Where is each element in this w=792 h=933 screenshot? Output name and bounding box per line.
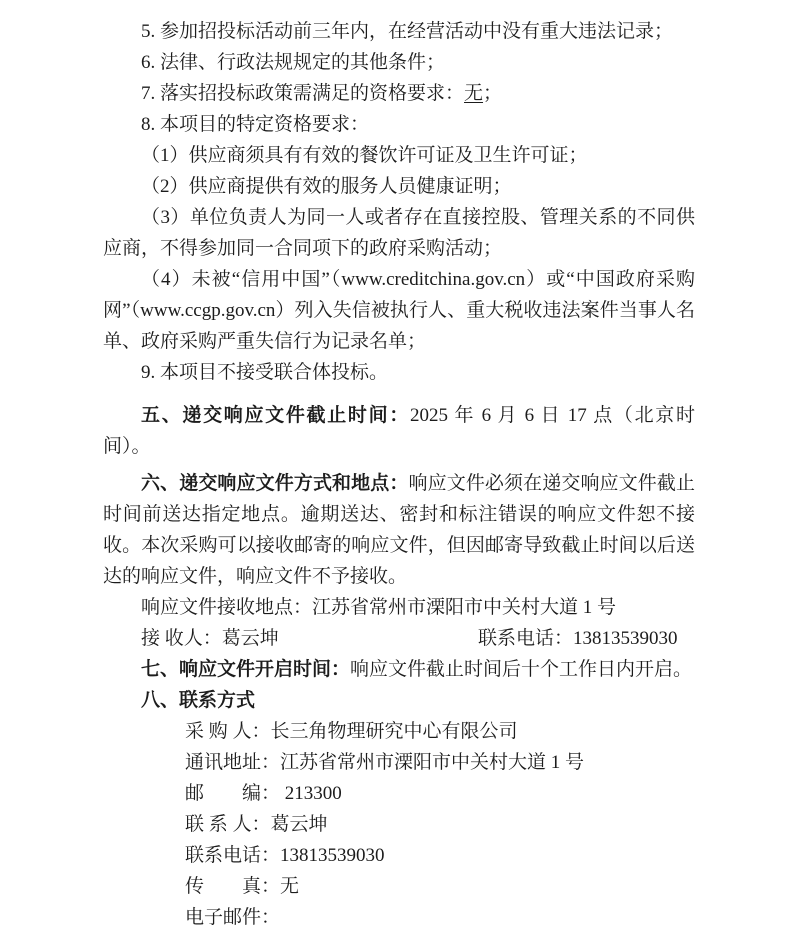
qualification-item-7-underlined-value: 无 (464, 83, 484, 104)
qualification-subitem-1: （1）供应商须具有有效的餐饮许可证及卫生许可证； (141, 145, 588, 166)
qualification-item-7 (103, 78, 695, 109)
receiver-phone: 联系电话：13813539030 (478, 628, 678, 649)
section-8-contact-heading (103, 685, 695, 716)
section-5-deadline (103, 400, 695, 462)
qualification-item-9: 9. 本项目不接受联合体投标。 (141, 362, 389, 383)
section-7-body: 响应文件截止时间后十个工作日内开启。 (350, 659, 693, 680)
qualification-item-6: 6. 法律、行政法规规定的其他条件； (141, 52, 446, 73)
section-5-heading: 五、递交响应文件截止时间： (141, 405, 411, 426)
qualification-subitem-3: （3）单位负责人为同一人或者存在直接控股、管理关系的不同供应商，不得参加同一合同项下的政府采购活动； (103, 207, 695, 259)
receive-location-line: 响应文件接收地点：江苏省常州市溧阳市中关村大道 1 号 (141, 597, 617, 618)
contact-phone-line: 联系电话：13813539030 (185, 845, 385, 866)
contact-person-line: 联 系 人：葛云坤 (185, 814, 328, 835)
contact-fax-line: 传 真：无 (185, 876, 300, 897)
receiver-line (103, 623, 695, 654)
qualification-item-5: 5. 参加招投标活动前三年内，在经营活动中没有重大违法记录； (141, 21, 674, 42)
section-8-heading: 八、联系方式 (141, 690, 256, 711)
contact-postcode-line: 邮 编： 213300 (185, 783, 342, 804)
section-6-heading: 六、递交响应文件方式和地点： (141, 473, 409, 494)
section-6-body: 响应文件必须在递交响应文件截止时间前送达指定地点。逾期送达、密封和标注错误的响应文件恕不接收。本次采购可以接收邮寄的响应文件，但因邮寄导致截止时间以后送达的响应文件，响应文件不予接收。 (103, 473, 695, 587)
contact-email-line: 电子邮件： (185, 907, 281, 928)
section-7-opening-time (103, 654, 695, 685)
qualification-item-7-punctuation: ； (483, 83, 503, 104)
qualification-item-8: 8. 本项目的特定资格要求： (141, 114, 370, 135)
contact-address-line: 通讯地址：江苏省常州市溧阳市中关村大道 1 号 (185, 752, 585, 773)
section-5-value: 2025 年 6 月 6 日 17 点（北京时间）。 (103, 405, 695, 457)
qualification-item-7-text: 7. 落实招投标政策需满足的资格要求： (141, 83, 465, 104)
section-7-heading: 七、响应文件开启时间： (141, 659, 351, 680)
qualification-subitem-2: （2）供应商提供有效的服务人员健康证明； (141, 176, 512, 197)
qualification-subitem-4: （4）未被“信用中国”（www.creditchina.gov.cn）或“中国政府采购网”（www.ccgp.gov.cn）列入失信被执行人、重大税收违法案件当事人名单、政府采购严重失信行为记录名单； (103, 269, 695, 352)
receiver-name: 接 收人：葛云坤 (141, 628, 279, 649)
section-6-delivery (103, 468, 695, 592)
contact-buyer-line: 采 购 人：长三角物理研究中心有限公司 (185, 721, 518, 742)
